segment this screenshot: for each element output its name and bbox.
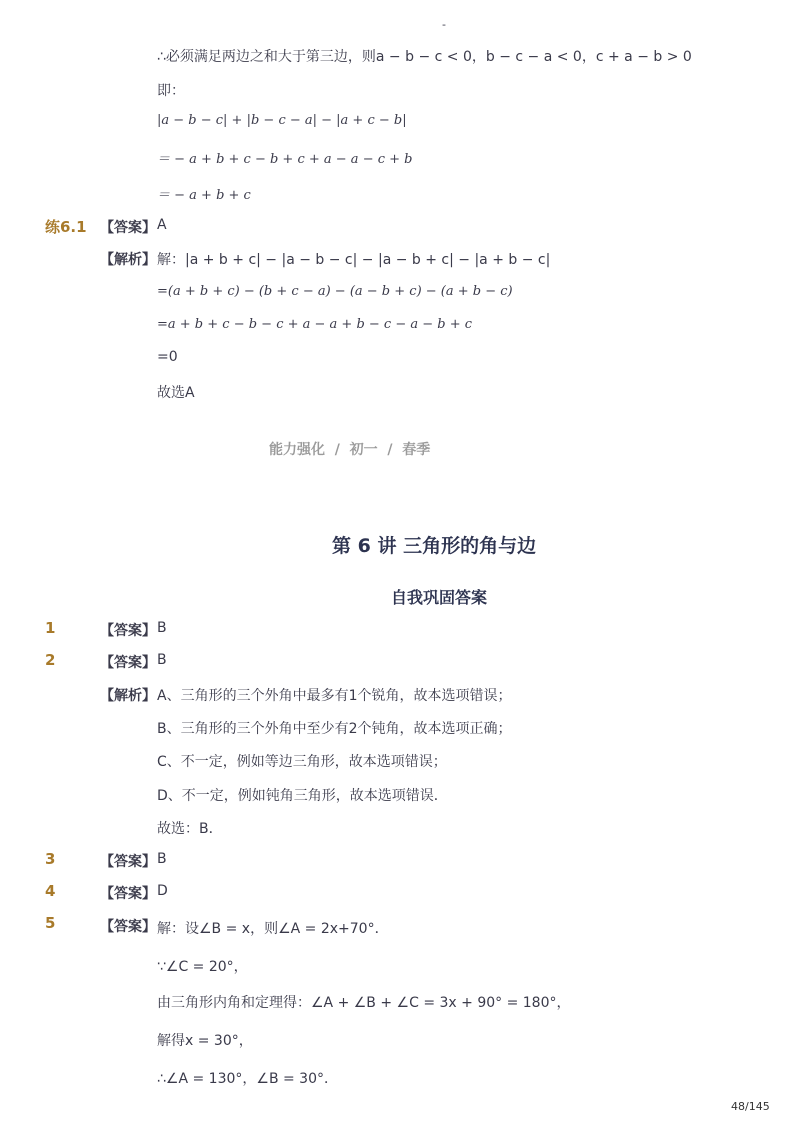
exercise-number: 练6.1 bbox=[45, 218, 87, 236]
page-footer-label: 能力强化 / 初一 / 春季 bbox=[269, 442, 431, 458]
prev-line-4: ＝ − a + b + c − b + c + a − a − c + b bbox=[157, 152, 413, 167]
analysis-line-4: =0 bbox=[157, 349, 178, 365]
answer-value: B bbox=[157, 652, 167, 668]
analysis-line-1: 解：|a + b + c| − |a − b − c| − |a − b + c| − |a + b − c| bbox=[157, 252, 551, 268]
analysis-tag: 【解析】 bbox=[100, 688, 156, 704]
page-number: 48/145 bbox=[731, 1100, 770, 1113]
answer-value: D bbox=[157, 883, 168, 899]
answer-tag: 【答案】 bbox=[100, 220, 156, 236]
analysis-line-5: 故选A bbox=[157, 385, 195, 401]
answer-tag: 【答案】 bbox=[100, 919, 156, 935]
analysis-line-4: D、不一定，例如钝角三角形，故本选项错误． bbox=[157, 788, 448, 804]
answer-value: A bbox=[157, 217, 167, 233]
analysis-line-3: C、不一定，例如等边三角形，故本选项错误； bbox=[157, 754, 447, 770]
analysis-line-3: =a + b + c − b − c + a − a + b − c − a − b + c bbox=[157, 317, 473, 332]
solution-line-2: ∵∠C = 20°， bbox=[157, 959, 248, 975]
question-number-3: 3 bbox=[45, 850, 56, 868]
solution-line-5: ∴∠A = 130°，∠B = 30°． bbox=[157, 1071, 338, 1087]
analysis-line-2: =(a + b + c) − (b + c − a) − (a − b + c) − (a + b − c) bbox=[157, 284, 513, 299]
solution-line-3: 由三角形内角和定理得：∠A + ∠B + ∠C = 3x + 90° = 180°， bbox=[157, 995, 571, 1011]
top-mark: - bbox=[442, 18, 446, 31]
analysis-line-1: A、三角形的三个外角中最多有1个锐角，故本选项错误； bbox=[157, 688, 512, 704]
solution-line-4: 解得x = 30°， bbox=[157, 1033, 253, 1049]
section-title: 自我巩固答案 bbox=[391, 588, 488, 607]
question-number-1: 1 bbox=[45, 619, 56, 637]
prev-line-3: |a − b − c| + |b − c − a| − |a + c − b| bbox=[157, 113, 407, 128]
analysis-tag: 【解析】 bbox=[100, 252, 156, 268]
answer-tag: 【答案】 bbox=[100, 655, 156, 671]
answer-tag: 【答案】 bbox=[100, 854, 156, 870]
answer-value: B bbox=[157, 851, 167, 867]
solution-line-1: 解：设∠B = x，则∠A = 2x+70°． bbox=[157, 921, 389, 937]
answer-value: B bbox=[157, 620, 167, 636]
answer-tag: 【答案】 bbox=[100, 886, 156, 902]
answer-tag: 【答案】 bbox=[100, 623, 156, 639]
lecture-title: 第 6 讲 三角形的角与边 bbox=[332, 535, 537, 557]
prev-line-2: 即： bbox=[157, 83, 185, 99]
analysis-line-5: 故选：B． bbox=[157, 821, 223, 837]
question-number-5: 5 bbox=[45, 914, 56, 932]
question-number-4: 4 bbox=[45, 882, 56, 900]
analysis-line-2: B、三角形的三个外角中至少有2个钝角，故本选项正确； bbox=[157, 721, 512, 737]
prev-line-1: ∴必须满足两边之和大于第三边，则a − b − c < 0，b − c − a < 0，c + a − b > 0 bbox=[157, 49, 692, 65]
prev-line-5: ＝ − a + b + c bbox=[157, 188, 251, 203]
question-number-2: 2 bbox=[45, 651, 56, 669]
